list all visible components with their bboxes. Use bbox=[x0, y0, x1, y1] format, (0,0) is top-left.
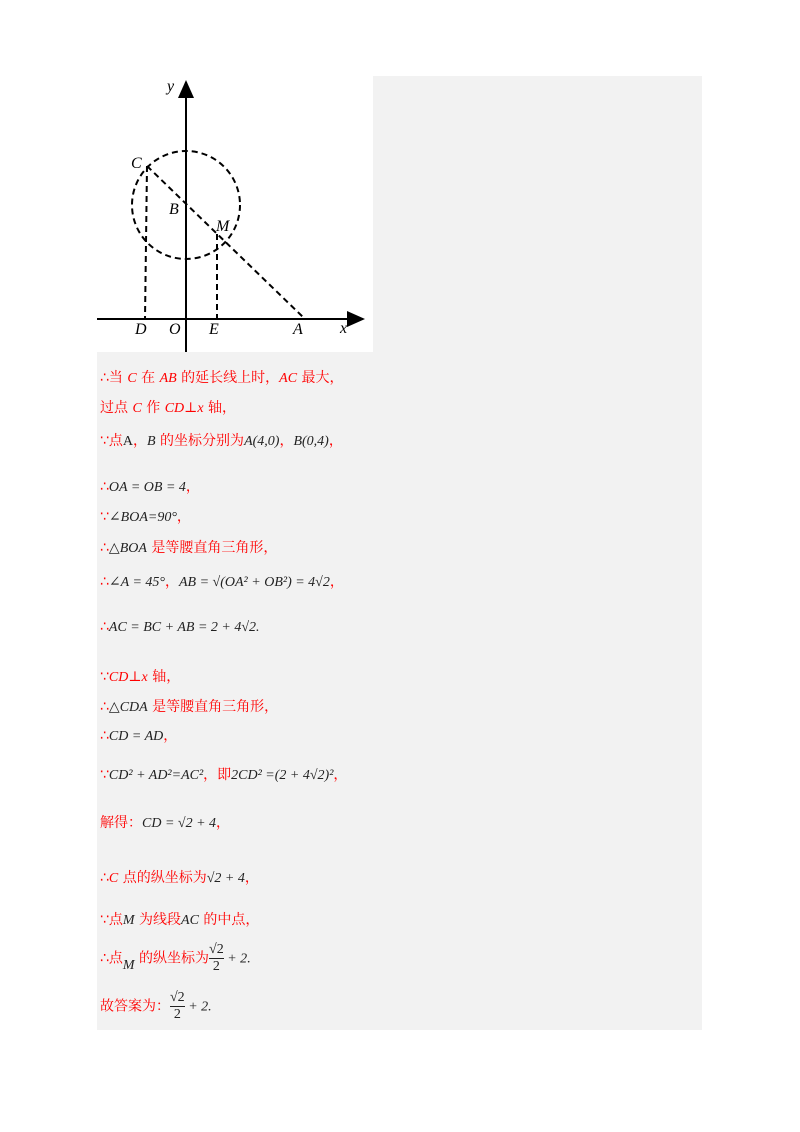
geometry-figure bbox=[97, 76, 373, 352]
solution-line-2: 过点 C 作 CD⊥x 轴， bbox=[100, 400, 236, 416]
label-E: E bbox=[209, 321, 219, 338]
solution-line-1: ∴当 C 在 AB 的延长线上时，AC 最大， bbox=[100, 370, 344, 386]
solution-line-14: ∴C 点的纵坐标为√2 + 4， bbox=[100, 870, 259, 886]
label-M: M bbox=[216, 218, 230, 235]
line-CD bbox=[145, 166, 147, 319]
solution-line-8: ∴AC = BC + AB = 2 + 4√2. bbox=[100, 619, 260, 635]
solution-line-9: ∵CD⊥x 轴， bbox=[100, 669, 181, 685]
label-B: B bbox=[169, 201, 179, 218]
solution-line-13: 解得：CD = √2 + 4， bbox=[100, 815, 231, 831]
solution-line-12: ∵CD² + AD²=AC²，即2CD² =(2 + 4√2)²， bbox=[100, 767, 348, 783]
solution-line-11: ∴CD = AD， bbox=[100, 728, 178, 744]
label-y: y bbox=[167, 78, 175, 95]
label-D: D bbox=[135, 321, 147, 338]
label-x: x bbox=[340, 320, 348, 337]
coordinate-diagram bbox=[97, 76, 373, 352]
label-C: C bbox=[131, 155, 142, 172]
solution-line-16: ∴点M 的纵坐标为 $\frac{√2}{2}$ + 2. bbox=[100, 942, 251, 974]
fraction-sqrt2-over-2: $\frac{√2}{2}$ bbox=[170, 990, 185, 1022]
label-A: A bbox=[293, 321, 303, 338]
solution-line-5: ∵∠BOA=90°， bbox=[100, 509, 191, 525]
solution-line-4: ∴OA = OB = 4， bbox=[100, 479, 200, 495]
solution-line-3: ∵点A，B 的坐标分别为A(4,0)，B(0,4)， bbox=[100, 433, 343, 449]
solution-line-17: 故答案为： $\frac{√2}{2}$ + 2. bbox=[100, 990, 212, 1022]
solution-line-7: ∴∠A = 45°，AB = √(OA² + OB²) = 4√2， bbox=[100, 574, 344, 590]
solution-line-10: ∴△CDA 是等腰直角三角形， bbox=[100, 699, 279, 715]
solution-line-15: ∵点M 为线段AC 的中点， bbox=[100, 912, 260, 928]
fraction-sqrt2-over-2: $\frac{√2}{2}$ bbox=[209, 942, 224, 974]
solution-line-6: ∴△BOA 是等腰直角三角形， bbox=[100, 540, 278, 556]
label-O: O bbox=[169, 321, 181, 338]
